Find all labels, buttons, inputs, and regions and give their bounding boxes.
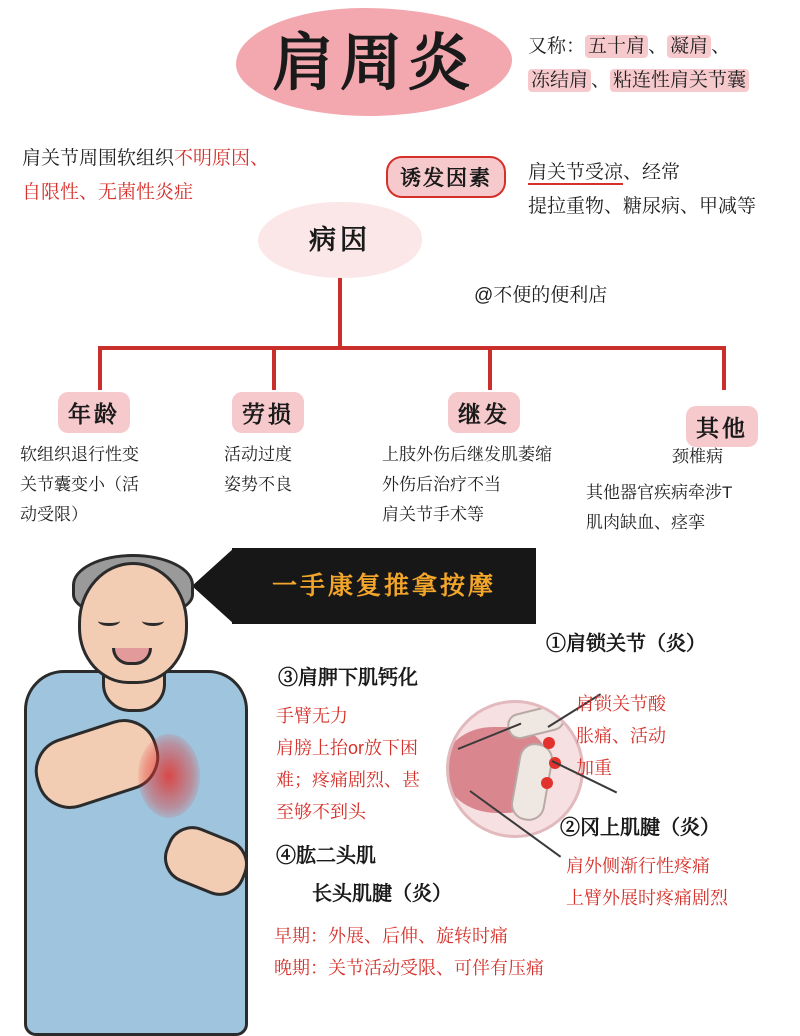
tree-branch-bar bbox=[98, 346, 726, 350]
annotation-1-line-2: 加重 bbox=[576, 758, 612, 778]
anatomy-marker-3 bbox=[541, 777, 553, 789]
branch-other-line-1: 其他器官疾病牵涉T bbox=[586, 483, 733, 502]
shoulder-pain-indicator bbox=[138, 734, 200, 818]
tree-drop-1 bbox=[98, 346, 102, 390]
patient-head bbox=[78, 562, 188, 684]
trigger-text bbox=[528, 156, 796, 224]
branch-age-line-0: 软组织退行性变 bbox=[20, 445, 139, 464]
patient-eye-right bbox=[142, 616, 164, 626]
annotation-4-line-0: 早期：外展、后伸、旋转时痛 bbox=[274, 926, 508, 946]
annotation-1-line-1: 胀痛、活动 bbox=[576, 726, 666, 746]
cause-line2-red: 自限性、无菌性炎症 bbox=[22, 182, 194, 203]
branch-label-strain: 劳损 bbox=[232, 392, 304, 433]
branch-strain-line-0: 活动过度 bbox=[224, 445, 292, 464]
annotation-1-body bbox=[576, 688, 792, 784]
branch-secondary-line-0: 上肢外伤后继发肌萎缩 bbox=[382, 445, 552, 464]
branch-other-line-2: 肌肉缺血、痉挛 bbox=[586, 513, 705, 532]
author-handle: @不便的便利店 bbox=[474, 285, 608, 306]
annotation-2-line-1: 上臂外展时疼痛剧烈 bbox=[566, 888, 728, 908]
annotation-4-body bbox=[274, 920, 794, 984]
tree-drop-4 bbox=[722, 346, 726, 390]
annotation-3-line-3: 至够不到头 bbox=[276, 802, 366, 822]
branch-label-secondary: 继发 bbox=[448, 392, 520, 433]
center-node-label: 病因 bbox=[309, 225, 371, 255]
branch-secondary-line-1: 外伤后治疗不当 bbox=[382, 475, 501, 494]
annotation-4-heading-line1: ④肱二头肌 bbox=[276, 845, 376, 867]
branch-secondary-line-2: 肩关节手术等 bbox=[382, 505, 484, 524]
branch-body-other-top bbox=[672, 442, 800, 472]
anatomy-marker-1 bbox=[543, 737, 555, 749]
alias-block: 又称： 五十肩 、 凝肩 、 冻结肩 、 粘连性肩关节囊 bbox=[528, 30, 794, 98]
branch-other-line-0: 颈椎病 bbox=[672, 447, 723, 466]
annotation-3-line-2: 难；疼痛剧烈、甚 bbox=[276, 770, 420, 790]
trigger-label: 诱发因素 bbox=[386, 156, 506, 198]
annotation-2-line-0: 肩外侧渐行性疼痛 bbox=[566, 856, 710, 876]
alias-item-3: 粘连性肩关节囊 bbox=[610, 69, 749, 92]
cause-line1-red: 不明原因、 bbox=[174, 148, 270, 169]
trigger-line2: 提拉重物、糖尿病、甲减等 bbox=[528, 196, 757, 217]
banner-text: 一手康复推拿按摩 bbox=[271, 572, 496, 600]
annotation-1-line-0: 肩锁关节酸 bbox=[576, 694, 666, 714]
alias-item-2: 冻结肩 bbox=[528, 69, 591, 92]
tree-drop-3 bbox=[488, 346, 492, 390]
annotation-3-line-1: 肩膀上抬or放下困 bbox=[276, 738, 419, 758]
page-title: 肩周炎 bbox=[271, 29, 476, 98]
branch-label-other: 其他 bbox=[686, 406, 758, 447]
patient-eye-left bbox=[98, 616, 120, 626]
tree-drop-2 bbox=[272, 346, 276, 390]
trigger-line1-underline: 肩关节受凉 bbox=[528, 162, 624, 183]
branch-body-age bbox=[20, 440, 220, 530]
annotation-3-line-0: 手臂无力 bbox=[276, 706, 348, 726]
patient-illustration bbox=[6, 552, 256, 1030]
cause-description bbox=[22, 142, 382, 210]
annotation-3-heading: ③肩胛下肌钙化 bbox=[278, 667, 418, 689]
branch-body-strain bbox=[224, 440, 384, 500]
branch-age-line-2: 动受限） bbox=[20, 505, 88, 524]
annotation-4-heading-line2: 长头肌腱（炎） bbox=[312, 883, 452, 905]
alias-item-1: 凝肩 bbox=[667, 35, 711, 58]
branch-strain-line-1: 姿势不良 bbox=[224, 475, 292, 494]
annotation-2-heading: ②冈上肌腱（炎） bbox=[560, 817, 720, 839]
annotation-4-line-1: 晚期：关节活动受限、可伴有压痛 bbox=[274, 958, 544, 978]
branch-label-age: 年龄 bbox=[58, 392, 130, 433]
annotation-3-body bbox=[276, 700, 476, 828]
cause-line1-black: 肩关节周围软组织 bbox=[22, 148, 175, 169]
branch-body-secondary bbox=[382, 440, 592, 530]
alias-prefix: 又称： bbox=[528, 36, 586, 57]
branch-body-other bbox=[586, 478, 800, 538]
trigger-line1-rest: 、经常 bbox=[623, 162, 681, 183]
tree-trunk bbox=[338, 278, 342, 348]
alias-item-0: 五十肩 bbox=[585, 35, 648, 58]
annotation-2-body bbox=[566, 850, 800, 914]
annotation-1-heading: ①肩锁关节（炎） bbox=[546, 633, 706, 655]
branch-age-line-1: 关节囊变小（活 bbox=[20, 475, 139, 494]
